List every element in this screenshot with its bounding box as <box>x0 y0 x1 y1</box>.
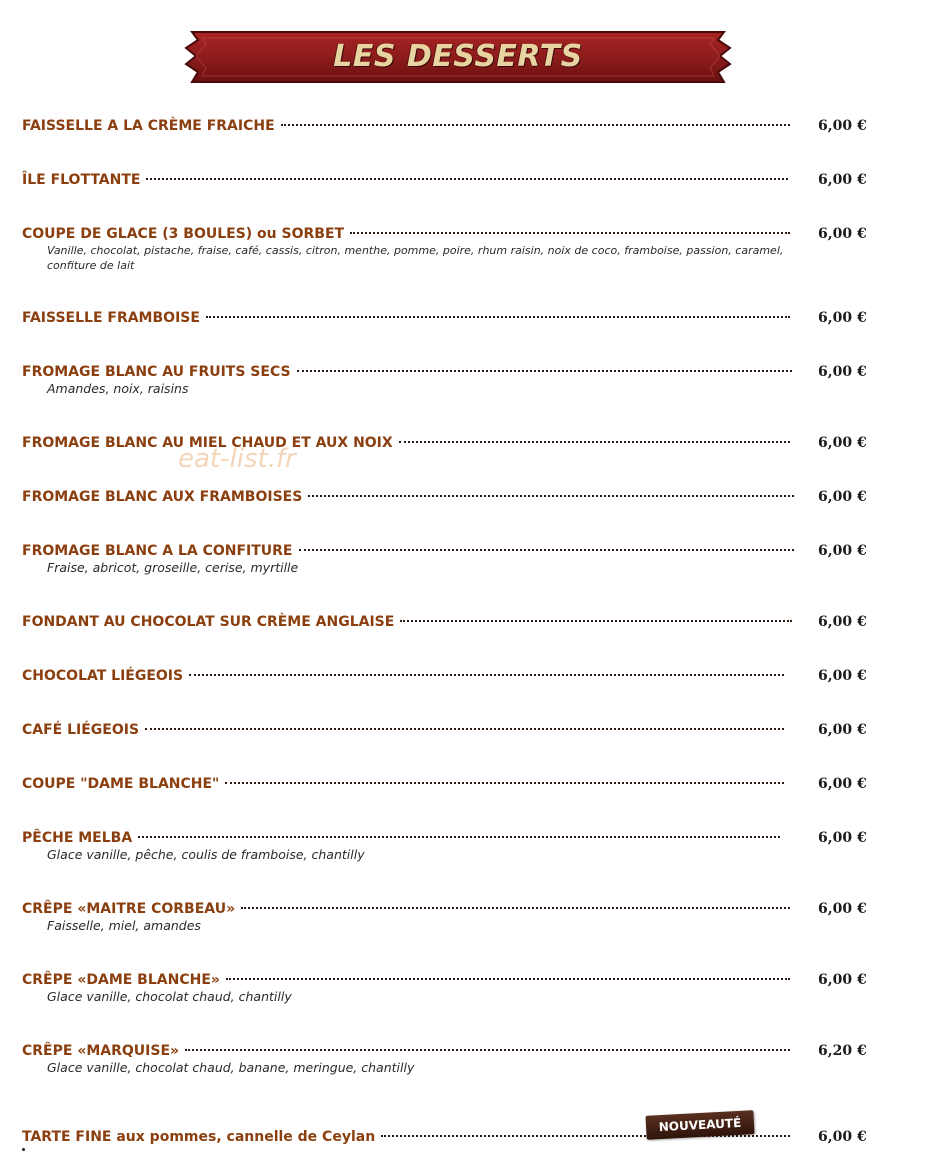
menu-item-name: CRÊPE «MARQUISE» <box>22 1043 180 1059</box>
dotted-leader <box>281 124 790 126</box>
dotted-leader <box>241 907 790 909</box>
menu-item-description: Fraise, abricot, groseille, cerise, myrtille <box>47 560 299 575</box>
menu-item-row <box>0 224 928 244</box>
menu-item-price: 6,00 € <box>818 543 867 559</box>
menu-item <box>0 116 928 136</box>
menu-item <box>0 1127 928 1147</box>
menu-item-row <box>0 308 928 328</box>
menu-item <box>0 720 928 740</box>
menu-item-row <box>0 666 928 686</box>
menu-item-name: COUPE "DAME BLANCHE" <box>22 776 220 792</box>
dotted-leader <box>399 441 790 443</box>
menu-item-price: 6,00 € <box>818 776 867 792</box>
menu-item-name: FONDANT AU CHOCOLAT SUR CRÈME ANGLAISE <box>22 614 395 630</box>
menu-item-name: CRÊPE «DAME BLANCHE» <box>22 972 220 988</box>
section-banner <box>180 26 736 90</box>
menu-item-row <box>0 541 928 561</box>
menu-item-price: 6,00 € <box>818 435 867 451</box>
menu-item-row <box>0 828 928 848</box>
menu-item-price: 6,00 € <box>818 614 867 630</box>
menu-item-row <box>0 612 928 632</box>
menu-item <box>0 828 928 862</box>
menu-item-description: Vanille, chocolat, pistache, fraise, café, cassis, citron, menthe, pomme, poire, rhum raisin, noix de coco, framboise, passion, caramel, confiture de lait <box>47 244 784 272</box>
menu-item-price: 6,00 € <box>818 901 867 917</box>
menu-item <box>0 224 928 272</box>
dotted-leader <box>297 370 792 372</box>
menu-item-name: FAISSELLE A LA CRÈME FRAICHE <box>22 118 275 134</box>
menu-item-row <box>0 433 928 453</box>
menu-item-row <box>0 1041 928 1061</box>
menu-item <box>0 308 928 328</box>
menu-item <box>0 970 928 1004</box>
menu-item-name: FROMAGE BLANC AUX FRAMBOISES <box>22 489 303 505</box>
menu-item <box>0 1041 928 1075</box>
dotted-leader <box>225 782 784 784</box>
menu-item-price: 6,00 € <box>818 172 867 188</box>
menu-item-row <box>0 720 928 740</box>
menu-item <box>0 362 928 396</box>
dotted-leader <box>226 978 790 980</box>
dotted-leader <box>145 728 784 730</box>
menu-item <box>0 541 928 575</box>
menu-item-name: FROMAGE BLANC A LA CONFITURE <box>22 543 293 559</box>
dotted-leader <box>308 495 794 497</box>
menu-item <box>0 899 928 933</box>
menu-item-row <box>0 487 928 507</box>
menu-item-name: CHOCOLAT LIÉGEOIS <box>22 668 184 684</box>
menu-item <box>0 487 928 507</box>
menu-item-price: 6,00 € <box>818 830 867 846</box>
menu-item-price: 6,00 € <box>818 364 867 380</box>
menu-item-price: 6,00 € <box>818 722 867 738</box>
menu-item-price: 6,00 € <box>818 1129 867 1145</box>
menu-item-row <box>0 116 928 136</box>
dotted-leader <box>299 549 794 551</box>
menu-item-name: FAISSELLE FRAMBOISE <box>22 310 200 326</box>
menu-item-price: 6,00 € <box>818 972 867 988</box>
new-badge: NOUVEAUTÉ <box>645 1110 754 1140</box>
menu-item-row <box>0 970 928 990</box>
menu-item-name: PÊCHE MELBA <box>22 830 133 846</box>
dotted-leader <box>400 620 792 622</box>
menu-item-row <box>0 899 928 919</box>
menu-item-name: TARTE FINE aux pommes, cannelle de Ceylan <box>22 1129 376 1145</box>
menu-item-description: Faisselle, miel, amandes <box>47 918 201 933</box>
menu-item <box>0 774 928 794</box>
menu-item-name: ÎLE FLOTTANTE <box>22 172 141 188</box>
menu-item-description: Amandes, noix, raisins <box>47 381 189 396</box>
menu-item <box>0 433 928 453</box>
stray-dot <box>22 1148 25 1151</box>
menu-item-description: Glace vanille, pêche, coulis de framboise, chantilly <box>47 847 365 862</box>
menu-item-price: 6,00 € <box>818 310 867 326</box>
menu-item-price: 6,00 € <box>818 226 867 242</box>
menu-item-price: 6,00 € <box>818 489 867 505</box>
dotted-leader <box>138 836 780 838</box>
menu-item <box>0 612 928 632</box>
dotted-leader <box>206 316 790 318</box>
menu-item <box>0 666 928 686</box>
menu-item-name: CRÊPE «MAITRE CORBEAU» <box>22 901 236 917</box>
menu-item-price: 6,00 € <box>818 668 867 684</box>
menu-item-name: FROMAGE BLANC AU FRUITS SECS <box>22 364 291 380</box>
menu-item-name: COUPE DE GLACE (3 BOULES) ou SORBET <box>22 226 345 242</box>
dotted-leader <box>350 232 790 234</box>
page-title: LES DESSERTS <box>333 39 583 74</box>
menu-item-row <box>0 362 928 382</box>
menu-item-row <box>0 774 928 794</box>
menu-item-price: 6,00 € <box>818 118 867 134</box>
menu-item-name: CAFÉ LIÉGEOIS <box>22 722 140 738</box>
menu-item-row <box>0 170 928 190</box>
menu-item-description: Glace vanille, chocolat chaud, chantilly <box>47 989 292 1004</box>
watermark: eat-list.fr <box>178 444 296 474</box>
menu-item-description: Glace vanille, chocolat chaud, banane, meringue, chantilly <box>47 1060 415 1075</box>
menu-item <box>0 170 928 190</box>
dotted-leader <box>189 674 784 676</box>
menu-item-row <box>0 1127 928 1147</box>
menu-item-name: FROMAGE BLANC AU MIEL CHAUD ET AUX NOIX <box>22 435 393 451</box>
dotted-leader <box>146 178 788 180</box>
dotted-leader <box>185 1049 790 1051</box>
menu-item-price: 6,20 € <box>818 1043 867 1059</box>
